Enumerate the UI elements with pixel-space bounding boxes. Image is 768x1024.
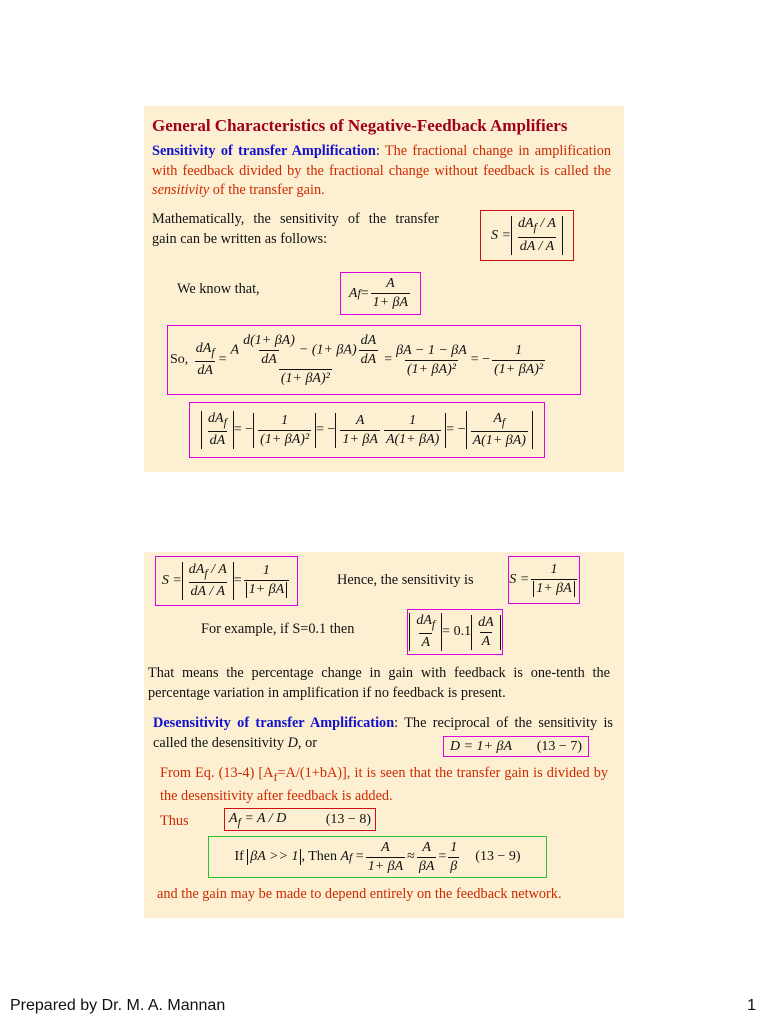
desensitivity-equation-box: [443, 736, 589, 757]
absolute-equation: $\frac{dA_f}{dA}$ = − $\frac{1}{\text{(1+ βA)²}}$ = − $\frac{A}{1+ \beta A}$ $\frac{1}{A(1+ \beta A)}$ = − $\frac{A_f}{A(1+ \beta A)}$: [190, 403, 544, 457]
math-statement: Mathematically, the sensitivity of the transfer gain can be written as follows:: [152, 211, 439, 247]
hence-text: Hence, the sensitivity is: [337, 572, 474, 588]
af-desensitivity-box: [224, 808, 376, 831]
desensitivity-equation: D = 1+ βA (13 − 7): [450, 738, 582, 754]
limit-equation-box: [208, 836, 547, 878]
sensitivity-equation: S = $\frac{dA_f / A}{dA / A}$: [481, 211, 573, 260]
sensitivity-definition: Sensitivity of transfer Amplification: The fractional change in amplification with feedback divided by the fractional change without feedback is called the sensitivity of the transfer gain.: [152, 143, 611, 198]
absolute-equation-box: [189, 402, 545, 458]
sensitivity-final-equation: S = $\frac{1}{1+ \beta A}$: [509, 557, 579, 603]
derivative-equation-box: [167, 325, 581, 395]
sensitivity-result-equation: S = $\frac{dA_f / A}{dA / A}$ = $\frac{1}{1+ \beta A}$: [156, 557, 297, 605]
page-number: 1: [747, 997, 756, 1014]
example-text: For example, if S=0.1 then: [201, 621, 355, 637]
final-paragraph: and the gain may be made to depend entirely on the feedback network.: [157, 886, 562, 902]
example-equation: $\frac{dA_f}{A}$ = 0.1 $\frac{dA}{A}$: [408, 610, 502, 654]
slide-1: [144, 106, 624, 472]
af-equation-box: [340, 272, 421, 315]
sensitivity-heading: Sensitivity of transfer Amplification: [152, 143, 376, 159]
derivative-equation: So, $\frac{dA_f}{dA}$ = A $\frac{d(1+ \beta A)}{dA}$ − (1+ βA) $\frac{dA}{dA}$ (1+ βA)² = $\frac{\beta A - 1 - \beta A}{\text{(1+ βA)²}}$ = − $\frac{1}{\text{(1+ βA)²}}$: [170, 333, 544, 386]
footer-author: Prepared by Dr. M. A. Mannan: [10, 997, 226, 1014]
af-equation: A f = $\frac{A}{1+ \beta A}$: [348, 276, 409, 310]
means-paragraph: That means the percentage change in gain with feedback is one-tenth the percentage variation in amplification if no feedback is present.: [148, 665, 610, 701]
limit-equation: If βA >> 1 , Then A f = $\frac{A}{1+ \beta A}$ ≈ $\frac{A}{\beta A}$ = $\frac{1}{\beta}$ (13 − 9): [234, 839, 521, 874]
desensitivity-definition: Desensitivity of transfer Amplification: The reciprocal of the sensitivity is called the desensitivity D, or: [153, 715, 613, 751]
sensitivity-final-box: [508, 556, 580, 604]
sensitivity-result-box: [155, 556, 298, 606]
thus-text: Thus: [160, 813, 189, 829]
from-eq-paragraph: From Eq. (13-4) $[A_f=A/(1+bA)]$, it is seen that the transfer gain is divided by the desensitivity after feedback is added.: [160, 765, 609, 805]
sensitivity-text: The fractional change in amplification with feedback divided by the fractional change without feedback is called the: [152, 143, 611, 179]
example-equation-box: [407, 609, 503, 655]
desensitivity-heading: Desensitivity of transfer Amplification: [153, 715, 395, 731]
we-know-text: We know that,: [177, 281, 260, 297]
slide-2: [144, 552, 624, 918]
sensitivity-equation-box: [480, 210, 574, 261]
slide-title: General Characteristics of Negative-Feedback Amplifiers: [152, 116, 568, 135]
af-desensitivity-equation: $A_f = A / D$ (13 − 8): [229, 810, 371, 829]
